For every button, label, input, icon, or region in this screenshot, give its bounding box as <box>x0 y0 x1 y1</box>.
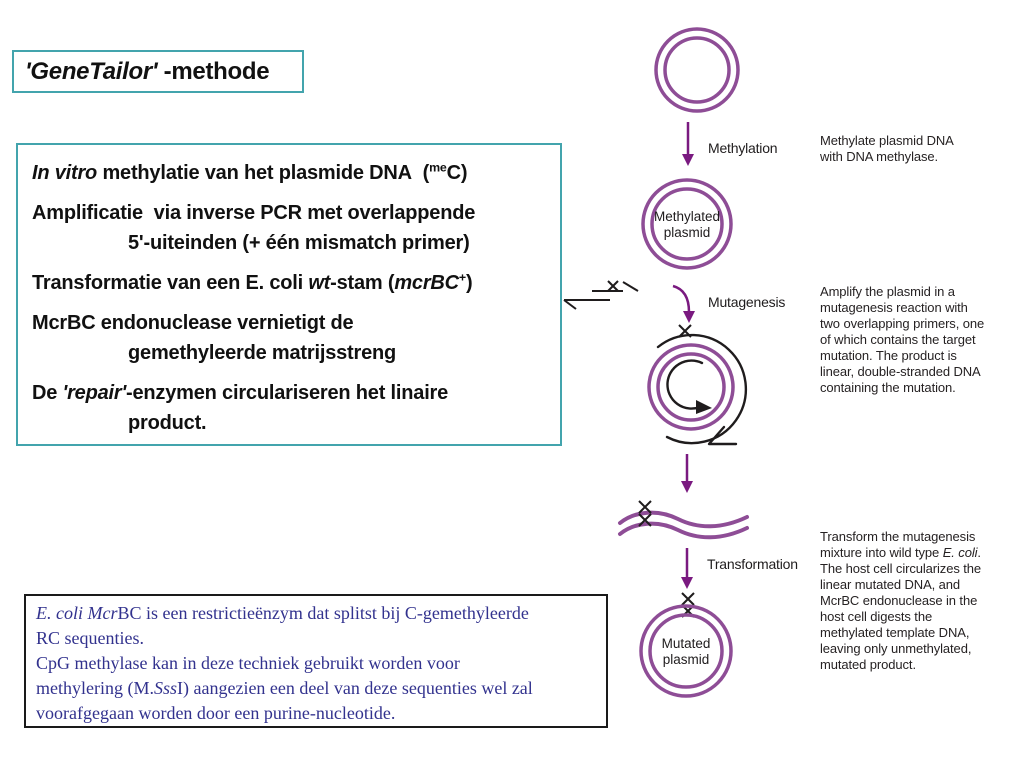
methylation-annotation <box>820 133 954 165</box>
text-line: mutated product. <box>820 657 916 672</box>
text-line: Methylate plasmid DNA <box>820 133 954 148</box>
text-line: leaving only unmethylated, <box>820 641 972 656</box>
text-line: methylated template DNA, <box>820 625 970 640</box>
linear-mutated-dna-icon <box>620 501 747 537</box>
text-line: linear mutated DNA, and <box>820 577 961 592</box>
transformation-annotation <box>820 529 981 673</box>
text-line: Amplificatie via inverse PCR met overlappende <box>32 202 476 224</box>
page-title <box>25 58 269 86</box>
text-line: methylering (M.SssI) aangezien een deel van deze sequenties wel zal <box>36 678 533 698</box>
text-line: CpG methylase kan in deze techniek gebruikt worden voor <box>36 653 460 673</box>
primers-with-mutation-icon <box>564 281 638 309</box>
text-line: Amplify the plasmid in a <box>820 284 955 299</box>
text-line: Transformatie van een E. coli wt-stam (mcrBC+) <box>32 270 473 294</box>
mutagenesis-step-label: Mutagenesis <box>708 294 786 310</box>
text-line: with DNA methylase. <box>820 149 939 164</box>
text-line: 5'-uiteinden (+ één mismatch primer) <box>128 232 470 254</box>
text-line: De 'repair'-enzymen circulariseren het linaire <box>32 382 449 404</box>
text-line: mutation. The product is <box>820 348 957 363</box>
text-line: two overlapping primers, one <box>820 316 985 331</box>
text-line: E. coli McrBC is een restrictieënzym dat splitst bij C-gemethyleerde <box>36 603 529 623</box>
amplification-intermediate-icon <box>649 325 746 444</box>
text-line: McrBC endonuclease vernietigt de <box>32 312 354 334</box>
plasmid-circle-icon <box>656 29 738 111</box>
method-summary-box <box>16 143 562 446</box>
text-line: mixture into wild type E. coli. <box>820 545 981 560</box>
transformation-arrow-icon <box>681 548 693 589</box>
text-line: Transform the mutagenesis <box>820 529 976 544</box>
text-line: host cell digests the <box>820 609 933 624</box>
transformation-step-label: Transformation <box>707 556 798 572</box>
down-arrow-icon <box>681 454 693 493</box>
text-line: RC sequenties. <box>36 628 144 648</box>
methylation-step-label: Methylation <box>708 140 778 156</box>
mutagenesis-annotation <box>820 284 984 396</box>
title-box <box>12 50 304 93</box>
text-line: gemethyleerde matrijsstreng <box>128 342 397 364</box>
text-line: mutagenesis reaction with <box>820 300 968 315</box>
text-line: The host cell circularizes the <box>820 561 982 576</box>
text-line: linear, double-stranded DNA <box>820 364 981 379</box>
text-line: McrBC endonuclease in the <box>820 593 978 608</box>
mutated-plasmid-label: Mutated plasmid <box>661 636 711 667</box>
text-line: containing the mutation. <box>820 380 956 395</box>
text-line: voorafgegaan worden door een purine-nucleotide. <box>36 703 396 723</box>
mcrbc-note-box <box>24 594 608 728</box>
text-line: 'GeneTailor' -methode <box>25 57 270 85</box>
text-line: product. <box>128 412 207 434</box>
methylated-plasmid-label: Methylated plasmid <box>653 209 721 240</box>
text-line: In vitro methylatie van het plasmide DNA ($^{me}$C) <box>32 160 468 184</box>
mutagenesis-arrow-icon <box>673 286 695 323</box>
methylation-arrow-icon <box>682 122 694 166</box>
text-line: of which contains the target <box>820 332 976 347</box>
